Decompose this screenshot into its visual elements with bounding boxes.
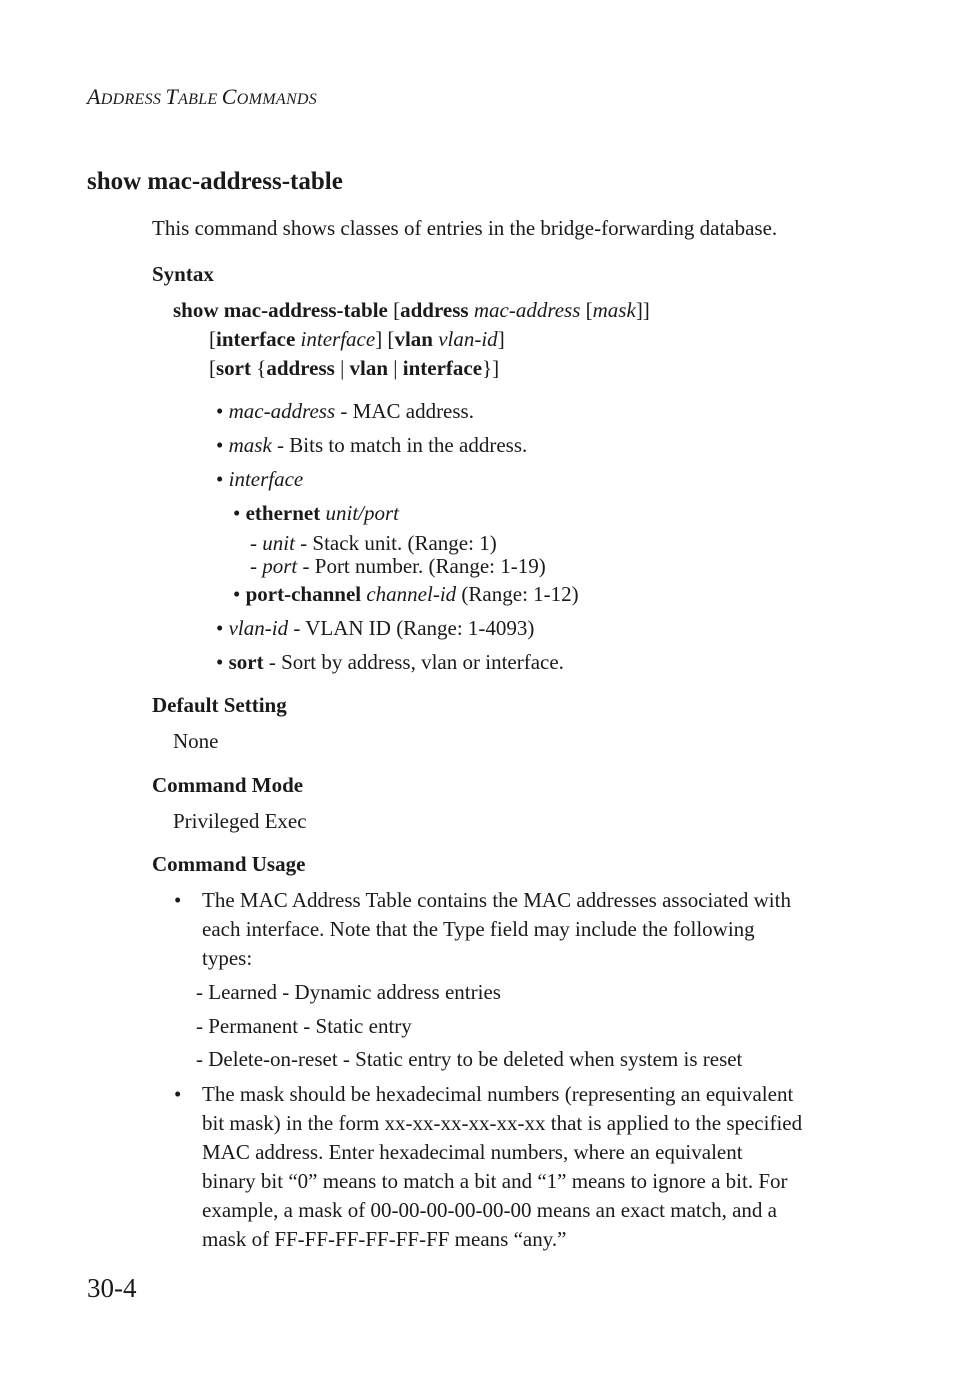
- param-sort: • sort - Sort by address, vlan or interface.: [216, 650, 564, 674]
- interface-ethernet: • ethernet unit/port: [233, 501, 400, 525]
- usage-item-1-line: The MAC Address Table contains the MAC addresses associated with: [202, 888, 791, 912]
- usage-type-permanent: - Permanent - Static entry: [196, 1014, 412, 1038]
- syntax-heading: Syntax: [152, 262, 214, 286]
- usage-item-2-line: mask of FF-FF-FF-FF-FF-FF means “any.”: [202, 1227, 567, 1251]
- usage-bullet-2: •: [174, 1082, 182, 1106]
- command-mode-value: Privileged Exec: [173, 809, 307, 833]
- syntax-line-1: show mac-address-table [address mac-address [mask]]: [173, 298, 650, 322]
- command-usage-heading: Command Usage: [152, 852, 306, 876]
- usage-item-2-line: bit mask) in the form xx-xx-xx-xx-xx-xx that is applied to the specified: [202, 1111, 803, 1135]
- default-setting-heading: Default Setting: [152, 693, 287, 717]
- usage-item-2-line: The mask should be hexadecimal numbers (representing an equivalent: [202, 1082, 794, 1106]
- default-setting-value: None: [173, 729, 219, 753]
- usage-item-2-line: MAC address. Enter hexadecimal numbers, where an equivalent: [202, 1140, 743, 1164]
- usage-bullet-1: •: [174, 888, 182, 912]
- usage-item-2-line: binary bit “0” means to match a bit and “1” means to ignore a bit. For: [202, 1169, 788, 1193]
- usage-type-delete-on-reset: - Delete-on-reset - Static entry to be deleted when system is reset: [196, 1047, 743, 1071]
- ethernet-unit: - unit - Stack unit. (Range: 1): [250, 531, 497, 555]
- param-vlan-id: • vlan-id - VLAN ID (Range: 1-4093): [216, 616, 535, 640]
- param-mask: • mask - Bits to match in the address.: [216, 433, 528, 457]
- command-intro: This command shows classes of entries in the bridge-forwarding database.: [152, 216, 778, 240]
- usage-item-2-line: example, a mask of 00-00-00-00-00-00 means an exact match, and a: [202, 1198, 777, 1222]
- usage-type-learned: - Learned - Dynamic address entries: [196, 980, 501, 1004]
- syntax-line-2: [interface interface] [vlan vlan-id]: [209, 327, 505, 351]
- interface-port-channel: • port-channel channel-id (Range: 1-12): [233, 582, 579, 606]
- syntax-line-3: [sort {address | vlan | interface}]: [209, 356, 500, 380]
- command-title: show mac-address-table: [87, 168, 343, 195]
- param-interface: • interface: [216, 467, 304, 491]
- ethernet-port: - port - Port number. (Range: 1-19): [250, 554, 546, 578]
- command-mode-heading: Command Mode: [152, 773, 304, 797]
- usage-item-1-line: each interface. Note that the Type field may include the following: [202, 917, 755, 941]
- usage-item-1-line: types:: [202, 946, 253, 970]
- page-number: 30-4: [87, 1273, 137, 1303]
- running-head: ADDRESS TABLE COMMANDS: [87, 84, 318, 109]
- param-mac-address: • mac-address - MAC address.: [216, 399, 474, 423]
